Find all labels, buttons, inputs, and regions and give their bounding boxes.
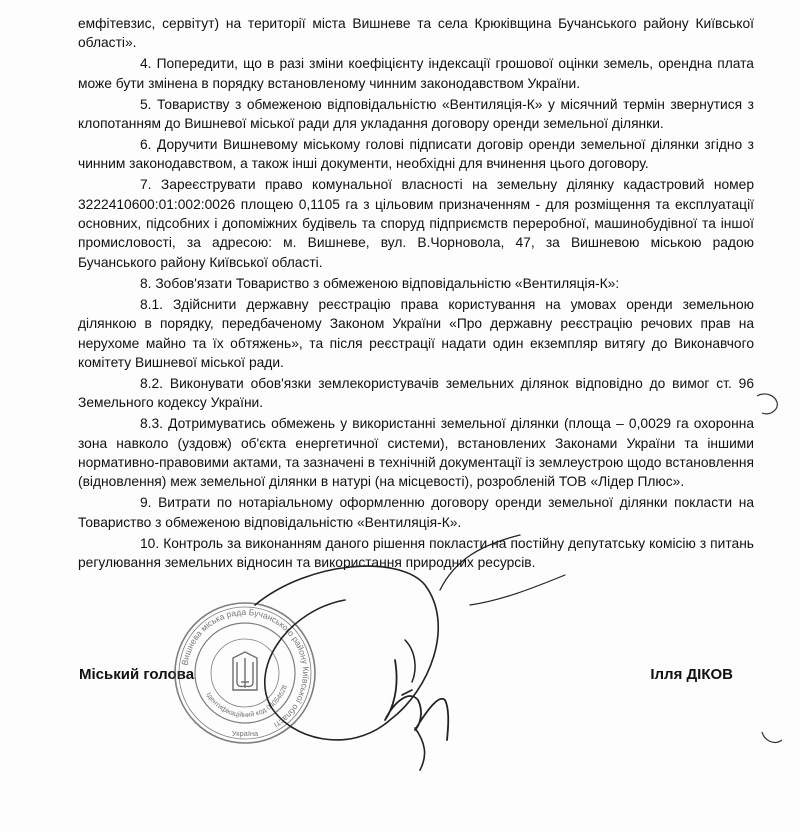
punch-hole-mark [752, 388, 782, 418]
seal-bottom-text: Україна [231, 729, 259, 738]
paragraph-continuation: емфітевзис, сервітут) на території міста Вишневе та села Крюківщина Бучанського району Київської області». [78, 16, 754, 51]
paragraph-item-8-1: 8.1. Здійснити державну реєстрацію права користування на умовах оренди земельною ділянкою в порядку, передбаченому Законом України «Про державну реєстрацію речових прав на нерухоме майно та їх обтяжень», та після реєстрації надати один екземпляр витягу до Виконавчого комітету Вишневої міської ради. [78, 296, 754, 370]
signer-title: Міський голова [79, 666, 195, 683]
paragraph-item-7: 7. Зареєструвати право комунальної власності на земельну ділянку кадастровий номер 3222410600:01:002:0026 площею 0,1105 га з цільовим призначенням - для розміщення та експлуатації основних, підсобних і допоміжних будівель та споруд підприємств переробної, машинобудівної та іншої промисловості, за адресою: м. Вишневе, вул. В.Чорновола, 47, за Вишневою міською радою Бучанського району Київської області. [78, 177, 754, 270]
paragraph-item-6: 6. Доручити Вишневому міському голові підписати договір оренди земельної ділянки згідно з чинним законодавством, а також інші документи, необхідні для вчинення цього договору. [78, 136, 754, 172]
paragraph-item-8-3: 8.3. Дотримуватись обмежень у використанні земельної ділянки (площа – 0,0029 га охоронна зона навколо (уздовж) об'єкта енергетичної системи), встановлених Законами України та іншими нормативно-правовими актами, та зазначені в технічній документації із землеустрою щодо встановлення (відновлення) меж земельної ділянки в натурі (на місцевості), розробленій ТОВ «Лідер Плюс». [78, 416, 754, 490]
paragraph-item-4: 4. Попередити, що в разі зміни коефіцієнту індексації грошової оцінки земель, орендна плата може бути змінена в порядку встановленому чинним законодавством України. [78, 56, 754, 91]
seal-outer-text: Вишнева міська рада Бучанського району Київської області [179, 606, 312, 731]
paragraph-item-8-2: 8.2. Виконувати обов'язки землекористувачів земельних ділянок відповідно до вимог ст. 96 Земельного кодексу України. [78, 375, 754, 411]
paragraph-item-8: 8. Зобов'язати Товариство з обмеженою відповідальністю «Вентиляція-К»: [140, 275, 620, 291]
paragraph-item-10: 10. Контроль за виконанням даного рішення покласти на постійну депутатську комісію з питань регулювання земельних відносин та використання природних ресурсів. [78, 535, 754, 570]
punch-hole-mark [758, 720, 788, 750]
paragraph-item-5: 5. Товариству з обмеженою відповідальністю «Вентиляція-К» у місячний термін звернутися з клопотанням до Вишневої міської ради для укладання договору оренди земельної ділянки. [78, 96, 754, 132]
paragraph-item-9: 9. Витрати по нотаріальному оформленню договору оренди земельної ділянки покласти на Товариство з обмеженою відповідальністю «Вентиляція-К». [78, 495, 754, 530]
signer-name: Ілля ДІКОВ [650, 666, 733, 683]
seal-inner-text: Ідентифікаційний код 04054628 [204, 684, 289, 720]
